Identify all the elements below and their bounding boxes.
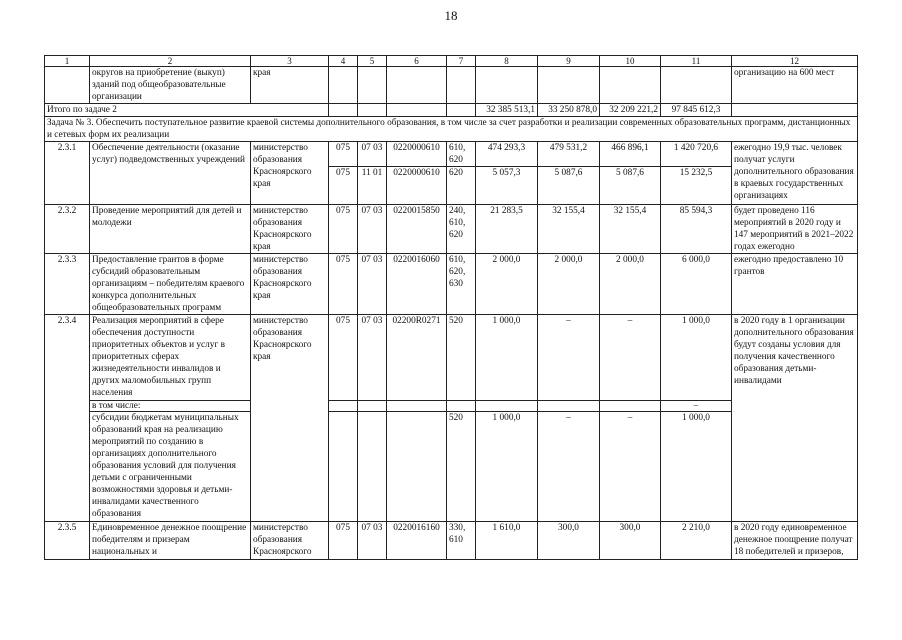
col-header: 6 <box>387 56 447 67</box>
expected-result: организацию на 600 мест <box>732 67 858 104</box>
expected-result: ежегодно предоставлено 10 грантов <box>732 254 858 315</box>
expected-result: ежегодно 19,9 тыс. человек получат услуги дополнительного образования в краевых государственных организациях <box>732 142 858 205</box>
row-number: 2.3.2 <box>45 205 90 254</box>
amount-cell: 5 057,3 <box>476 167 538 205</box>
amount-cell: – <box>538 315 600 401</box>
col-header: 4 <box>329 56 358 67</box>
expected-result: будет проведено 116 мероприятий в 2020 году и 147 мероприятий в 2021–2022 годах ежегодно <box>732 205 858 254</box>
budget-table <box>44 55 858 560</box>
col-header: 1 <box>45 56 90 67</box>
responsible-org: министерство образования Красноярского края <box>251 142 329 205</box>
amount-cell: 479 531,2 <box>538 142 600 167</box>
expected-result: в 2020 году единовременное денежное поощрение получат 18 победителей и призеров, <box>732 522 858 560</box>
amount-cell: 2 000,0 <box>538 254 600 315</box>
row-number: 2.3.4 <box>45 315 90 522</box>
responsible-org: министерство образования Красноярского края <box>251 254 329 315</box>
target-article-code: 0220015850 <box>387 205 447 254</box>
measure-name: Единовременное денежное поощрение победителям и призерам национальных и <box>90 522 251 560</box>
amount-cell: 2 000,0 <box>600 254 661 315</box>
section-code: 07 03 <box>358 254 387 315</box>
responsible-org: министерство образования Красноярского <box>251 522 329 560</box>
grbs-code: 075 <box>329 254 358 315</box>
target-article-code: 02200R0271 <box>387 315 447 401</box>
col-header: 5 <box>358 56 387 67</box>
including-label: в том числе: <box>90 401 251 412</box>
section-code: 07 03 <box>358 522 387 560</box>
amount-cell: – <box>600 315 661 401</box>
expense-type-code: 620 <box>447 167 476 205</box>
amount-cell: 2 210,0 <box>661 522 732 560</box>
section-code: 07 03 <box>358 205 387 254</box>
table-row <box>45 522 858 560</box>
col-header: 10 <box>600 56 661 67</box>
amount-cell: 5 087,6 <box>538 167 600 205</box>
expense-type-code: 520 <box>447 412 476 522</box>
amount-cell: 85 594,3 <box>661 205 732 254</box>
amount-cell: 6 000,0 <box>661 254 732 315</box>
table-row <box>45 205 858 254</box>
amount-cell: – <box>538 412 600 522</box>
expected-result: в 2020 году в 1 организации дополнительного образования будут созданы условия для получения качественного образования детьми-инвалидами <box>732 315 858 522</box>
table-row <box>45 315 858 401</box>
target-article-code: 0220016060 <box>387 254 447 315</box>
total-value: 32 385 513,1 <box>476 104 538 117</box>
section-code: 11 01 <box>358 167 387 205</box>
measure-name: Проведение мероприятий для детей и молодежи <box>90 205 251 254</box>
total-label: Итого по задаче 2 <box>45 104 329 117</box>
amount-cell: 21 283,5 <box>476 205 538 254</box>
amount-cell: 300,0 <box>600 522 661 560</box>
col-header: 8 <box>476 56 538 67</box>
col-header: 3 <box>251 56 329 67</box>
amount-cell: 1 000,0 <box>476 412 538 522</box>
amount-cell: – <box>600 412 661 522</box>
table-row <box>45 142 858 167</box>
amount-cell: 2 000,0 <box>476 254 538 315</box>
task-title: Задача № 3. Обеспечить поступательное развитие краевой системы дополнительного образования, в том числе за счет разработки и реализации современных образовательных программ, дистанционных и сетевых форм их реализации <box>45 117 858 142</box>
grbs-code: 075 <box>329 142 358 167</box>
expense-type-code: 240, 610, 620 <box>447 205 476 254</box>
row-number: 2.3.5 <box>45 522 90 560</box>
total-value: 33 250 878,0 <box>538 104 600 117</box>
expense-type-code: 330, 610 <box>447 522 476 560</box>
amount-cell: 5 087,6 <box>600 167 661 205</box>
table-row <box>45 254 858 315</box>
measure-name: Предоставление грантов в форме субсидий образовательным организациям – победителям краевого конкурса дополнительных общеобразовательных программ <box>90 254 251 315</box>
expense-type-code: 520 <box>447 315 476 401</box>
responsible-org: края <box>251 67 329 104</box>
column-number-row <box>45 56 858 67</box>
section-code: 07 03 <box>358 142 387 167</box>
amount-cell: 32 155,4 <box>538 205 600 254</box>
grbs-code: 075 <box>329 315 358 401</box>
amount-cell: 1 420 720,6 <box>661 142 732 167</box>
grbs-code: 075 <box>329 522 358 560</box>
page-number: 18 <box>444 8 458 23</box>
col-header: 12 <box>732 56 858 67</box>
measure-name: Обеспечение деятельности (оказание услуг) подведомственных учреждений <box>90 142 251 205</box>
continuation-row <box>45 67 858 104</box>
measure-name: округов на приобретение (выкуп) зданий под общеобразовательные организации <box>90 67 251 104</box>
amount-cell: 32 155,4 <box>600 205 661 254</box>
total-value: 32 209 221,2 <box>600 104 661 117</box>
section-code: 07 03 <box>358 315 387 401</box>
target-article-code: 0220016160 <box>387 522 447 560</box>
target-article-code: 0220000610 <box>387 167 447 205</box>
amount-cell: 1 610,0 <box>476 522 538 560</box>
grbs-code: 075 <box>329 167 358 205</box>
row-number: 2.3.1 <box>45 142 90 205</box>
target-article-code: 0220000610 <box>387 142 447 167</box>
amount-cell: 1 000,0 <box>476 315 538 401</box>
total-row <box>45 104 858 117</box>
measure-name: субсидии бюджетам муниципальных образований края на реализацию мероприятий по созданию в организациях дополнительного образования условий для получения детьми с ограниченными возможностями здоровья и детьми-инвалидами качественного образования <box>90 412 251 522</box>
col-header: 9 <box>538 56 600 67</box>
expense-type-code: 610, 620 <box>447 142 476 167</box>
task-header-row <box>45 117 858 142</box>
amount-cell: 466 896,1 <box>600 142 661 167</box>
col-header: 11 <box>661 56 732 67</box>
responsible-org: министерство образования Красноярского края <box>251 315 329 522</box>
row-number: 2.3.3 <box>45 254 90 315</box>
col-header: 7 <box>447 56 476 67</box>
measure-name: Реализация мероприятий в сфере обеспечения доступности приоритетных объектов и услуг в приоритетных сферах жизнедеятельности инвалидов и других маломобильных групп населения <box>90 315 251 401</box>
grbs-code: 075 <box>329 205 358 254</box>
dash-cell: – <box>661 401 732 412</box>
amount-cell: 1 000,0 <box>661 315 732 401</box>
amount-cell: 15 232,5 <box>661 167 732 205</box>
amount-cell: 300,0 <box>538 522 600 560</box>
total-value: 97 845 612,3 <box>661 104 732 117</box>
amount-cell: 474 293,3 <box>476 142 538 167</box>
col-header: 2 <box>90 56 251 67</box>
expense-type-code: 610, 620, 630 <box>447 254 476 315</box>
responsible-org: министерство образования Красноярского края <box>251 205 329 254</box>
amount-cell: 1 000,0 <box>661 412 732 522</box>
